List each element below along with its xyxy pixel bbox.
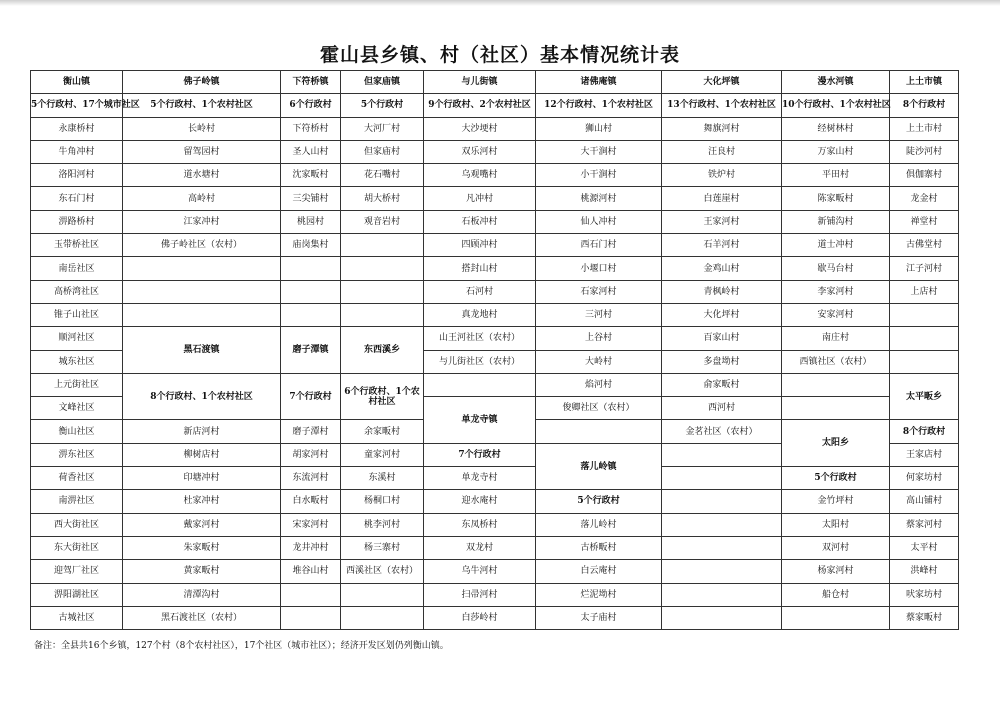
table-cell: 印塘冲村 bbox=[123, 467, 281, 490]
table-cell: 王家店村 bbox=[890, 443, 959, 466]
table-cell: 戴家河村 bbox=[123, 513, 281, 536]
table-cell: 双乐河村 bbox=[424, 140, 536, 163]
table-cell bbox=[662, 490, 782, 513]
header-cell: 衡山镇 bbox=[31, 71, 123, 94]
table-cell: 仙人冲村 bbox=[536, 210, 662, 233]
table-row bbox=[31, 490, 959, 513]
township-count: 7个行政村 bbox=[281, 373, 341, 420]
table-cell: 金鸡山村 bbox=[662, 257, 782, 280]
township-count: 8个行政村 bbox=[890, 420, 959, 443]
township-heading: 落儿岭镇 bbox=[536, 443, 662, 490]
table-title: 霍山县乡镇、村（社区）基本情况统计表 bbox=[319, 44, 680, 66]
township-heading: 太阳乡 bbox=[782, 420, 890, 467]
table-cell: 俞家畈村 bbox=[662, 373, 782, 396]
table-cell bbox=[281, 257, 341, 280]
table-cell: 经树林村 bbox=[782, 117, 890, 140]
table-cell: 黑石渡社区（农村） bbox=[123, 606, 281, 629]
table-cell: 乌牛河村 bbox=[424, 560, 536, 583]
table-cell: 百家山村 bbox=[662, 327, 782, 350]
table-cell: 黄家畈村 bbox=[123, 560, 281, 583]
table-cell: 龙井冲村 bbox=[281, 536, 341, 559]
table-cell: 陈家畈村 bbox=[782, 187, 890, 210]
table-cell: 磨子潭村 bbox=[281, 420, 341, 443]
table-row bbox=[31, 234, 959, 257]
table-cell: 单龙寺村 bbox=[424, 467, 536, 490]
table-cell bbox=[890, 350, 959, 373]
township-heading: 磨子潭镇 bbox=[281, 327, 341, 374]
count-cell: 10个行政村、1个农村社区 bbox=[782, 94, 890, 117]
table-cell: 何家坊村 bbox=[890, 467, 959, 490]
table-cell: 上谷村 bbox=[536, 327, 662, 350]
table-cell: 迎水庵村 bbox=[424, 490, 536, 513]
table-cell: 金茗社区（农村） bbox=[662, 420, 782, 443]
table-cell: 白水畈村 bbox=[281, 490, 341, 513]
table-cell: 上元街社区 bbox=[31, 373, 123, 396]
table-cell: 永康桥村 bbox=[31, 117, 123, 140]
township-heading: 东西溪乡 bbox=[341, 327, 424, 374]
table-cell: 玉带桥社区 bbox=[31, 234, 123, 257]
table-cell: 顺河社区 bbox=[31, 327, 123, 350]
table-cell bbox=[662, 560, 782, 583]
table-cell: 荷香社区 bbox=[31, 467, 123, 490]
table-cell: 与儿街社区（农村） bbox=[424, 350, 536, 373]
table-cell: 石家河村 bbox=[536, 280, 662, 303]
table-cell: 龙金村 bbox=[890, 187, 959, 210]
count-cell: 13个行政村、1个农村社区 bbox=[662, 94, 782, 117]
table-cell: 柳树店村 bbox=[123, 443, 281, 466]
table-cell: 西大街社区 bbox=[31, 513, 123, 536]
township-count: 5个行政村 bbox=[782, 467, 890, 490]
table-cell: 古佛堂村 bbox=[890, 234, 959, 257]
table-cell: 大沙埂村 bbox=[424, 117, 536, 140]
table-cell bbox=[662, 467, 782, 490]
table-cell bbox=[281, 303, 341, 326]
count-cell: 5个行政村 bbox=[341, 94, 424, 117]
table-cell: 三河村 bbox=[536, 303, 662, 326]
table-cell: 南庄村 bbox=[782, 327, 890, 350]
table-cell: 洪峰村 bbox=[890, 560, 959, 583]
table-cell: 桃园村 bbox=[281, 210, 341, 233]
table-cell: 上土市村 bbox=[890, 117, 959, 140]
table-cell bbox=[281, 280, 341, 303]
table-cell: 白云庵村 bbox=[536, 560, 662, 583]
table-cell: 大化坪村 bbox=[662, 303, 782, 326]
header-cell: 上土市镇 bbox=[890, 71, 959, 94]
table-cell: 胡家河村 bbox=[281, 443, 341, 466]
table-cell: 余家畈村 bbox=[341, 420, 424, 443]
table-cell: 真龙地村 bbox=[424, 303, 536, 326]
table-cell: 大河厂村 bbox=[341, 117, 424, 140]
table-cell: 石羊河村 bbox=[662, 234, 782, 257]
table-cell bbox=[341, 234, 424, 257]
table-cell: 东流河村 bbox=[281, 467, 341, 490]
table-cell: 牛角冲村 bbox=[31, 140, 123, 163]
table-cell: 四顾冲村 bbox=[424, 234, 536, 257]
table-row bbox=[31, 164, 959, 187]
table-cell: 古桥畈村 bbox=[536, 536, 662, 559]
header-cell: 与儿街镇 bbox=[424, 71, 536, 94]
table-row bbox=[31, 606, 959, 629]
table-cell: 王家河村 bbox=[662, 210, 782, 233]
header-cell: 下符桥镇 bbox=[281, 71, 341, 94]
table-cell: 石河村 bbox=[424, 280, 536, 303]
township-heading: 黑石渡镇 bbox=[123, 327, 281, 374]
table-cell: 禅堂村 bbox=[890, 210, 959, 233]
table-cell bbox=[341, 303, 424, 326]
footnote: 备注：全县共16个乡镇，127个村（8个农村社区），17个社区（城市社区）；经济开发区划仍列衡山镇。 bbox=[34, 641, 449, 651]
table-row bbox=[31, 140, 959, 163]
table-cell: 东大街社区 bbox=[31, 536, 123, 559]
table-cell: 白莎岭村 bbox=[424, 606, 536, 629]
table-cell: 山王河社区（农村） bbox=[424, 327, 536, 350]
table-cell: 小堰口村 bbox=[536, 257, 662, 280]
table-cell: 杨家河村 bbox=[782, 560, 890, 583]
count-cell: 12个行政村、1个农村社区 bbox=[536, 94, 662, 117]
table-row bbox=[31, 210, 959, 233]
table-row bbox=[31, 280, 959, 303]
table-cell: 东石门村 bbox=[31, 187, 123, 210]
table-cell: 乌观嘴村 bbox=[424, 164, 536, 187]
count-cell: 5个行政村、1个农村社区 bbox=[123, 94, 281, 117]
table-cell: 上店村 bbox=[890, 280, 959, 303]
table-cell: 船仓村 bbox=[782, 583, 890, 606]
table-cell: 迎驾厂社区 bbox=[31, 560, 123, 583]
table-cell: 淠东社区 bbox=[31, 443, 123, 466]
table-cell: 桃李河村 bbox=[341, 513, 424, 536]
table-row bbox=[31, 117, 959, 140]
count-cell: 9个行政村、2个农村社区 bbox=[424, 94, 536, 117]
header-row bbox=[31, 71, 959, 94]
table-cell bbox=[123, 303, 281, 326]
table-cell: 南岳社区 bbox=[31, 257, 123, 280]
table-cell: 俱伽寨村 bbox=[890, 164, 959, 187]
table-cell: 西河村 bbox=[662, 397, 782, 420]
table-cell: 圣人山村 bbox=[281, 140, 341, 163]
township-count: 8个行政村、1个农村社区 bbox=[123, 373, 281, 420]
table-cell: 铁炉村 bbox=[662, 164, 782, 187]
table-cell: 西溪社区（农村） bbox=[341, 560, 424, 583]
header-cell: 大化坪镇 bbox=[662, 71, 782, 94]
table-row bbox=[31, 583, 959, 606]
table-cell: 观音岩村 bbox=[341, 210, 424, 233]
table-row bbox=[31, 187, 959, 210]
header-cell: 佛子岭镇 bbox=[123, 71, 281, 94]
table-cell: 新店河村 bbox=[123, 420, 281, 443]
table-cell bbox=[341, 257, 424, 280]
table-cell: 李家河村 bbox=[782, 280, 890, 303]
table-cell: 安家河村 bbox=[782, 303, 890, 326]
table-cell: 东溪村 bbox=[341, 467, 424, 490]
table-cell: 落儿岭村 bbox=[536, 513, 662, 536]
table-cell bbox=[281, 583, 341, 606]
table-cell: 杜家冲村 bbox=[123, 490, 281, 513]
table-cell: 清潭沟村 bbox=[123, 583, 281, 606]
table-row bbox=[31, 536, 959, 559]
township-heading: 太平畈乡 bbox=[890, 373, 959, 420]
table-cell: 朱家畈村 bbox=[123, 536, 281, 559]
header-cell: 但家庙镇 bbox=[341, 71, 424, 94]
table-cell: 吠家坊村 bbox=[890, 583, 959, 606]
table-cell: 高山铺村 bbox=[890, 490, 959, 513]
table-cell bbox=[782, 606, 890, 629]
table-cell bbox=[424, 373, 536, 396]
table-cell bbox=[123, 257, 281, 280]
township-count: 6个行政村、1个农村社区 bbox=[341, 373, 424, 420]
table-cell: 文峰社区 bbox=[31, 397, 123, 420]
table-cell: 三尖铺村 bbox=[281, 187, 341, 210]
table-cell: 汪良村 bbox=[662, 140, 782, 163]
table-cell bbox=[890, 303, 959, 326]
table-cell: 杨桐口村 bbox=[341, 490, 424, 513]
table-cell: 淠阳湖社区 bbox=[31, 583, 123, 606]
table-row bbox=[31, 513, 959, 536]
count-cell: 6个行政村 bbox=[281, 94, 341, 117]
table-cell: 西镇社区（农村） bbox=[782, 350, 890, 373]
table-cell: 金竹坪村 bbox=[782, 490, 890, 513]
table-cell bbox=[662, 536, 782, 559]
table-cell: 新铺沟村 bbox=[782, 210, 890, 233]
table-cell: 城东社区 bbox=[31, 350, 123, 373]
table-cell bbox=[782, 373, 890, 396]
table-row bbox=[31, 303, 959, 326]
table-cell: 焰河村 bbox=[536, 373, 662, 396]
table-row bbox=[31, 257, 959, 280]
table-cell: 长岭村 bbox=[123, 117, 281, 140]
table-cell: 宋家河村 bbox=[281, 513, 341, 536]
table-cell: 扫帚河村 bbox=[424, 583, 536, 606]
table-cell: 大岭村 bbox=[536, 350, 662, 373]
table-cell: 花石嘴村 bbox=[341, 164, 424, 187]
table-cell: 双龙村 bbox=[424, 536, 536, 559]
table-cell: 南淠社区 bbox=[31, 490, 123, 513]
table-cell bbox=[890, 327, 959, 350]
table-cell: 小干涧村 bbox=[536, 164, 662, 187]
statistics-table bbox=[30, 70, 959, 630]
table-cell bbox=[281, 606, 341, 629]
table-cell: 蔡家河村 bbox=[890, 513, 959, 536]
table-cell: 高岭村 bbox=[123, 187, 281, 210]
table-cell: 大干涧村 bbox=[536, 140, 662, 163]
table-cell: 搭封山村 bbox=[424, 257, 536, 280]
table-cell: 淠路桥村 bbox=[31, 210, 123, 233]
table-cell: 锥子山社区 bbox=[31, 303, 123, 326]
table-cell: 俊卿社区（农村） bbox=[536, 397, 662, 420]
table-row bbox=[31, 560, 959, 583]
table-cell: 沈家畈村 bbox=[281, 164, 341, 187]
township-count: 7个行政村 bbox=[424, 443, 536, 466]
table-cell: 道士冲村 bbox=[782, 234, 890, 257]
count-row bbox=[31, 94, 959, 117]
table-cell: 庙岗集村 bbox=[281, 234, 341, 257]
table-cell: 石板冲村 bbox=[424, 210, 536, 233]
township-count: 5个行政村 bbox=[536, 490, 662, 513]
table-row bbox=[31, 467, 959, 490]
table-cell: 东凤桥村 bbox=[424, 513, 536, 536]
header-cell: 漫水河镇 bbox=[782, 71, 890, 94]
table-cell bbox=[662, 606, 782, 629]
table-cell: 陡沙河村 bbox=[890, 140, 959, 163]
table-cell: 烂泥坳村 bbox=[536, 583, 662, 606]
table-cell bbox=[123, 280, 281, 303]
table-cell: 多盘坳村 bbox=[662, 350, 782, 373]
table-cell: 双河村 bbox=[782, 536, 890, 559]
table-cell: 留驾园村 bbox=[123, 140, 281, 163]
count-cell: 8个行政村 bbox=[890, 94, 959, 117]
table-cell bbox=[341, 606, 424, 629]
table-row bbox=[31, 327, 959, 350]
table-cell: 高桥湾社区 bbox=[31, 280, 123, 303]
table-cell: 平田村 bbox=[782, 164, 890, 187]
table-cell: 白莲崖村 bbox=[662, 187, 782, 210]
table-cell: 古城社区 bbox=[31, 606, 123, 629]
table-cell bbox=[536, 420, 662, 443]
table-cell bbox=[662, 513, 782, 536]
table-cell: 蔡家畈村 bbox=[890, 606, 959, 629]
table-cell: 桃源河村 bbox=[536, 187, 662, 210]
table-cell: 江家冲村 bbox=[123, 210, 281, 233]
table-cell: 下符桥村 bbox=[281, 117, 341, 140]
table-cell: 西石门村 bbox=[536, 234, 662, 257]
table-cell: 太阳村 bbox=[782, 513, 890, 536]
table-cell: 佛子岭社区（农村） bbox=[123, 234, 281, 257]
table-cell: 太子庙村 bbox=[536, 606, 662, 629]
count-cell: 5个行政村、17个城市社区 bbox=[31, 94, 123, 117]
table-cell bbox=[341, 280, 424, 303]
table-cell: 童家河村 bbox=[341, 443, 424, 466]
table-cell: 狮山村 bbox=[536, 117, 662, 140]
table-cell: 凡冲村 bbox=[424, 187, 536, 210]
header-cell: 诸佛庵镇 bbox=[536, 71, 662, 94]
table-row bbox=[31, 373, 959, 396]
table-cell bbox=[782, 397, 890, 420]
scan-edge bbox=[0, 0, 1000, 6]
table-cell: 太平村 bbox=[890, 536, 959, 559]
township-heading: 单龙寺镇 bbox=[424, 397, 536, 444]
table-cell: 胡大桥村 bbox=[341, 187, 424, 210]
table-cell: 舞旗河村 bbox=[662, 117, 782, 140]
table-cell bbox=[662, 443, 782, 466]
table-cell: 歇马台村 bbox=[782, 257, 890, 280]
table-cell: 堆谷山村 bbox=[281, 560, 341, 583]
table-cell: 青枫岭村 bbox=[662, 280, 782, 303]
table-cell: 江子河村 bbox=[890, 257, 959, 280]
table-cell bbox=[341, 583, 424, 606]
table-cell: 洛阳河村 bbox=[31, 164, 123, 187]
table-cell: 衡山社区 bbox=[31, 420, 123, 443]
table-cell: 杨三寨村 bbox=[341, 536, 424, 559]
table-cell: 道水塘村 bbox=[123, 164, 281, 187]
table-cell: 但家庙村 bbox=[341, 140, 424, 163]
table-cell bbox=[662, 583, 782, 606]
table-cell: 万家山村 bbox=[782, 140, 890, 163]
